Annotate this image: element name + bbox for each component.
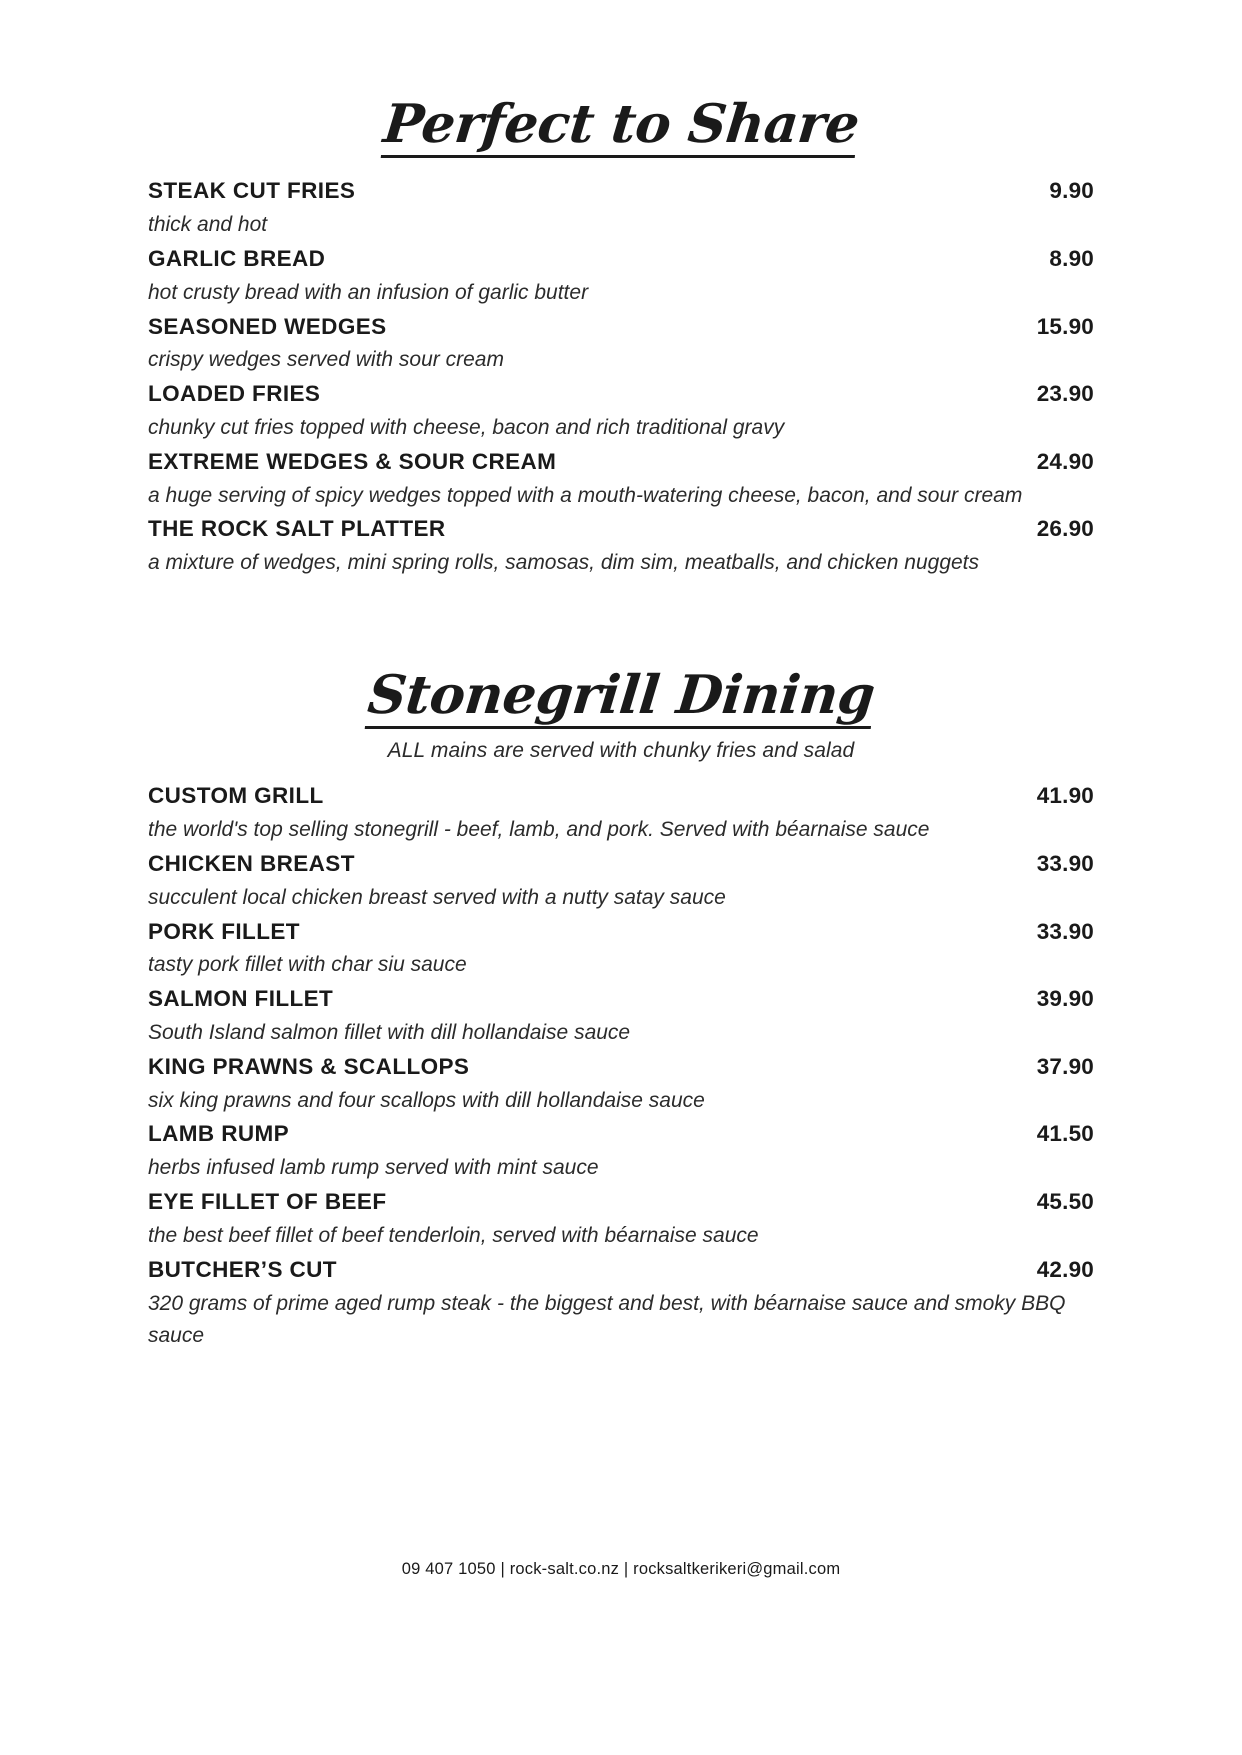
menu-item-name: SEASONED WEDGES [148, 313, 387, 339]
menu-item-row [148, 512, 1094, 547]
menu-item-description: thick and hot [148, 213, 268, 237]
menu-item-row [148, 915, 1094, 950]
menu-item-name: PORK FILLET [148, 918, 300, 944]
menu-item-name: BUTCHER’S CUT [148, 1256, 337, 1282]
menu-item-row [148, 779, 1094, 814]
menu-item-name: EXTREME WEDGES & SOUR CREAM [148, 448, 557, 474]
menu-item [148, 512, 1094, 580]
menu-item-price: 39.90 [1036, 986, 1094, 1012]
menu-section-stonegrill-dining [148, 779, 1094, 1353]
menu-item [148, 1117, 1094, 1185]
menu-item-price: 26.90 [1036, 516, 1094, 542]
menu-item-row [148, 242, 1094, 277]
menu-item [148, 915, 1094, 983]
menu-item-price: 33.90 [1036, 918, 1094, 944]
menu-item-price: 41.50 [1036, 1121, 1094, 1147]
menu-item-description: crispy wedges served with sour cream [148, 348, 504, 372]
menu-item-name: GARLIC BREAD [148, 245, 326, 271]
menu-item-description: six king prawns and four scallops with dill hollandaise sauce [148, 1088, 705, 1112]
footer-contact: 09 407 1050 | rock-salt.co.nz | rocksaltkerikeri@gmail.com [401, 1560, 841, 1578]
menu-item [148, 1253, 1094, 1353]
menu-item-row [148, 1050, 1094, 1085]
menu-item-row [148, 445, 1094, 480]
menu-item-name: CUSTOM GRILL [148, 783, 324, 809]
menu-item-price: 23.90 [1036, 381, 1094, 407]
menu-item-row [148, 174, 1094, 209]
menu-item [148, 982, 1094, 1050]
menu-item-description: a mixture of wedges, mini spring rolls, samosas, dim sim, meatballs, and chicken nuggets [148, 551, 980, 575]
section-title-text: Perfect to Share [380, 95, 862, 158]
menu-item [148, 847, 1094, 915]
menu-item [148, 174, 1094, 242]
menu-item-description: chunky cut fries topped with cheese, bacon and rich traditional gravy [148, 416, 785, 440]
menu-item-price: 37.90 [1036, 1053, 1094, 1079]
menu-item-row [148, 377, 1094, 412]
menu-item-row [148, 310, 1094, 345]
menu-item-name: EYE FILLET OF BEEF [148, 1189, 387, 1215]
menu-item-name: LAMB RUMP [148, 1121, 290, 1147]
menu-item-price: 45.50 [1036, 1189, 1094, 1215]
section-title-stonegrill-dining [145, 666, 1098, 729]
menu-item-description: tasty pork fillet with char siu sauce [148, 953, 467, 977]
menu-item-description: South Island salmon fillet with dill hollandaise sauce [148, 1021, 631, 1045]
menu-item-price: 15.90 [1036, 313, 1094, 339]
section-subtitle: ALL mains are served with chunky fries and salad [387, 739, 855, 763]
menu-item-description: a huge serving of spicy wedges topped with a mouth-watering cheese, bacon, and sour cream [148, 483, 1023, 507]
section-title-text: Stonegrill Dining [365, 666, 878, 729]
menu-item-description: the world's top selling stonegrill - beef, lamb, and pork. Served with béarnaise sauce [148, 818, 930, 842]
menu-item [148, 1050, 1094, 1118]
menu-item-name: THE ROCK SALT PLATTER [148, 516, 446, 542]
menu-item-row [148, 982, 1094, 1017]
menu-item-name: SALMON FILLET [148, 986, 334, 1012]
menu-item-name: STEAK CUT FRIES [148, 178, 356, 204]
menu-item-price: 41.90 [1036, 783, 1094, 809]
menu-item-row [148, 1185, 1094, 1220]
menu-item [148, 445, 1094, 513]
menu-item [148, 1185, 1094, 1253]
menu-item-description: succulent local chicken breast served with a nutty satay sauce [148, 885, 726, 909]
menu-item-description: 320 grams of prime aged rump steak - the biggest and best, with béarnaise sauce and smoky BBQ sauce [148, 1291, 1066, 1348]
menu-item [148, 242, 1094, 310]
menu-item-name: CHICKEN BREAST [148, 850, 355, 876]
menu-item-description: herbs infused lamb rump served with mint sauce [148, 1156, 599, 1180]
section-title-perfect-to-share [145, 95, 1098, 158]
menu-item-row [148, 847, 1094, 882]
menu-item-price: 33.90 [1036, 850, 1094, 876]
menu-item-price: 9.90 [1049, 178, 1094, 204]
menu-section-perfect-to-share [148, 174, 1094, 580]
menu-item [148, 377, 1094, 445]
menu-item-description: the best beef fillet of beef tenderloin, served with béarnaise sauce [148, 1223, 759, 1247]
section-spacer [148, 580, 1094, 666]
menu-item-row [148, 1253, 1094, 1288]
menu-item-row [148, 1117, 1094, 1152]
menu-item-name: LOADED FRIES [148, 381, 321, 407]
menu-item-price: 24.90 [1036, 448, 1094, 474]
menu-item [148, 779, 1094, 847]
menu-item-price: 42.90 [1036, 1256, 1094, 1282]
menu-item [148, 310, 1094, 378]
menu-item-description: hot crusty bread with an infusion of garlic butter [148, 280, 589, 304]
menu-item-price: 8.90 [1049, 245, 1094, 271]
menu-item-name: KING PRAWNS & SCALLOPS [148, 1053, 470, 1079]
